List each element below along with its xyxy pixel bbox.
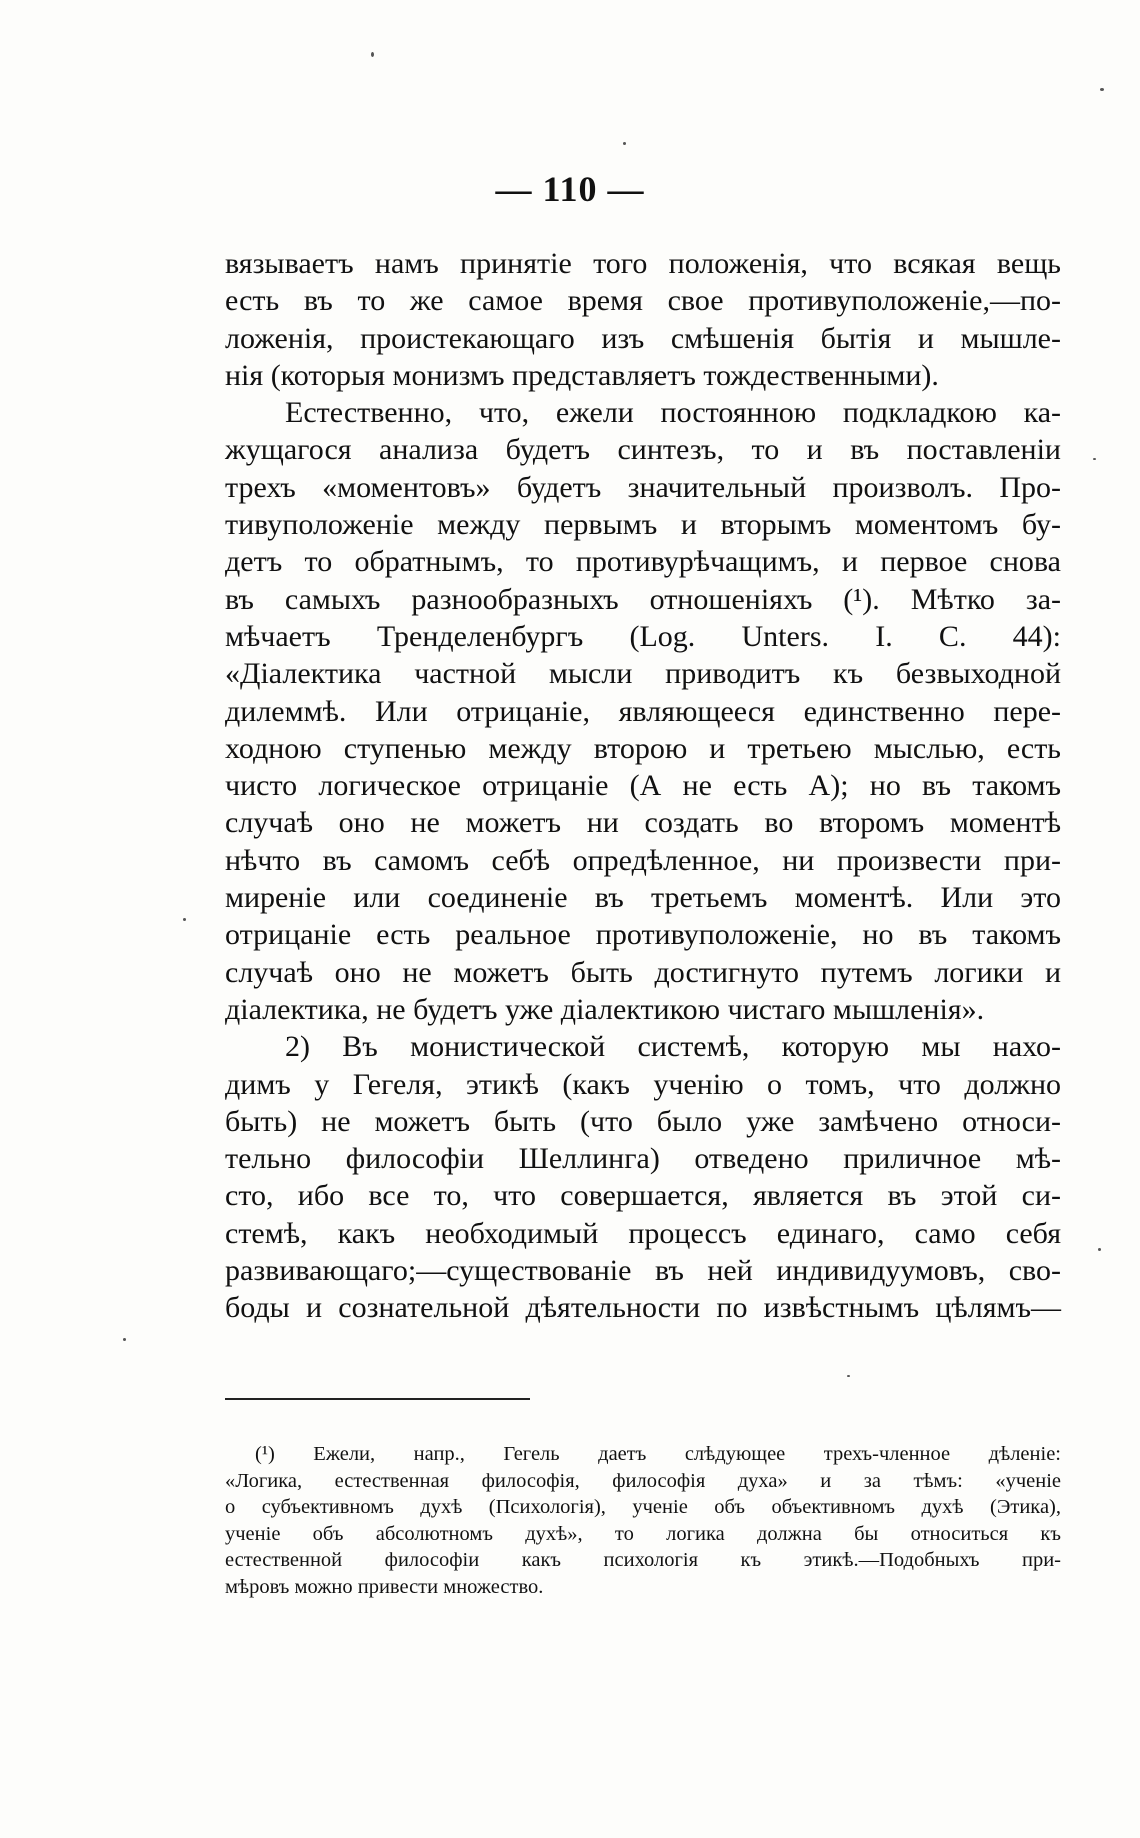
text-line: есть въ то же самое время свое противуположеніе,—по- bbox=[225, 284, 1061, 318]
scan-speck bbox=[123, 1338, 126, 1341]
scan-speck bbox=[1100, 88, 1104, 91]
footnote-line: о субъективномъ духѣ (Психологія), ученіе объ объективномъ духѣ (Этика), bbox=[225, 1496, 1061, 1518]
quote-line: діалектика, не будетъ уже діалектикою чистаго мышленія». bbox=[225, 992, 985, 1026]
quote-line: случаѣ оно не можетъ быть достигнуто путемъ логики и bbox=[225, 955, 1061, 989]
text-line: вязываетъ намъ принятіе того положенія, что всякая вещь bbox=[225, 247, 1061, 280]
text-line: тивуположеніе между первымъ и вторымъ моментомъ бу- bbox=[225, 508, 1061, 542]
scan-speck bbox=[1098, 1248, 1101, 1251]
quote-line: дилеммѣ. Или отрицаніе, являющееся единственно пере- bbox=[225, 694, 1061, 728]
quote-line: «Діалектика частной мысли приводитъ къ безвыходной bbox=[225, 657, 1061, 691]
footnote bbox=[225, 1441, 1061, 1600]
footnote-line: мѣровъ можно привести множество. bbox=[225, 1575, 544, 1598]
footnote-line: ученіе объ абсолютномъ духѣ», то логика должна бы относиться къ bbox=[225, 1522, 1061, 1545]
text-line: димъ у Гегеля, этикѣ (какъ ученію о томъ, что должно bbox=[225, 1067, 1061, 1101]
text-line: детъ то обратнымъ, то противурѣчащимъ, и первое снова bbox=[225, 545, 1061, 579]
scan-speck bbox=[847, 1375, 850, 1377]
text-line: жущагося анализа будетъ синтезъ, то и въ поставленіи bbox=[225, 433, 1061, 467]
text-line: тельно философіи Шеллинга) отведено приличное мѣ- bbox=[225, 1142, 1061, 1176]
text-line: мѣчаетъ Тренделенбургъ (Log. Unters. I. C. 44): bbox=[225, 619, 1061, 653]
text-line: стемѣ, какъ необходимый процессъ единаго, само себя bbox=[225, 1216, 1061, 1250]
text-line: трехъ «моментовъ» будетъ значительный произволъ. Про- bbox=[225, 470, 1061, 504]
footnote-line: «Логика, естественная философія, философія духа» и за тѣмъ: «ученіе bbox=[225, 1469, 1061, 1492]
quote-line: чисто логическое отрицаніе (А не есть А); но въ такомъ bbox=[225, 769, 1061, 803]
scan-speck bbox=[371, 52, 374, 57]
text-line: сто, ибо все то, что совершается, является въ этой си- bbox=[225, 1179, 1061, 1213]
quote-line: миреніе или соединеніе въ третьемъ моментѣ. Или это bbox=[225, 881, 1061, 915]
text-line: быть) не можетъ быть (что было уже замѣчено относи- bbox=[225, 1104, 1061, 1138]
body-text bbox=[225, 245, 1061, 1327]
text-line: развивающаго;—существованіе въ ней индивидуумовъ, сво- bbox=[225, 1254, 1061, 1288]
text-line: нія (которыя монизмъ представляетъ тождественными). bbox=[225, 358, 939, 392]
footnote-line: естественной философіи какъ психологія къ этикѣ.—Подобныхъ при- bbox=[225, 1549, 1061, 1571]
text-line: въ самыхъ разнообразныхъ отношеніяхъ (¹). Мѣтко за- bbox=[225, 582, 1061, 616]
scan-speck bbox=[183, 918, 186, 921]
paragraph-start-line: 2) Въ монистической системѣ, которую мы нахо- bbox=[285, 1030, 1061, 1064]
paragraph-start-line: Естественно, что, ежели постоянною подкладкою ка- bbox=[285, 396, 1061, 430]
text-line: боды и сознательной дѣятельности по извѣстнымъ цѣлямъ— bbox=[225, 1291, 1061, 1325]
quote-line: ходною ступенью между второю и третьею мыслью, есть bbox=[225, 731, 1061, 765]
quote-line: случаѣ оно не можетъ ни создать во второмъ моментѣ bbox=[225, 806, 1061, 840]
footnote-line: (¹) Ежели, напр., Гегель даетъ слѣдующее трехъ-членное дѣленіе: bbox=[255, 1443, 1061, 1465]
scan-speck bbox=[623, 142, 626, 145]
scan-speck bbox=[1093, 458, 1096, 460]
page-number: — 110 — bbox=[495, 169, 645, 209]
text-line: ложенія, проистекающаго изъ смѣшенія бытія и мышле- bbox=[225, 321, 1061, 355]
quote-line: отрицаніе есть реальное противуположеніе, но въ такомъ bbox=[225, 918, 1061, 952]
quote-line: нѣчто въ самомъ себѣ опредѣленное, ни произвести при- bbox=[225, 843, 1061, 877]
footnote-divider bbox=[225, 1398, 530, 1400]
